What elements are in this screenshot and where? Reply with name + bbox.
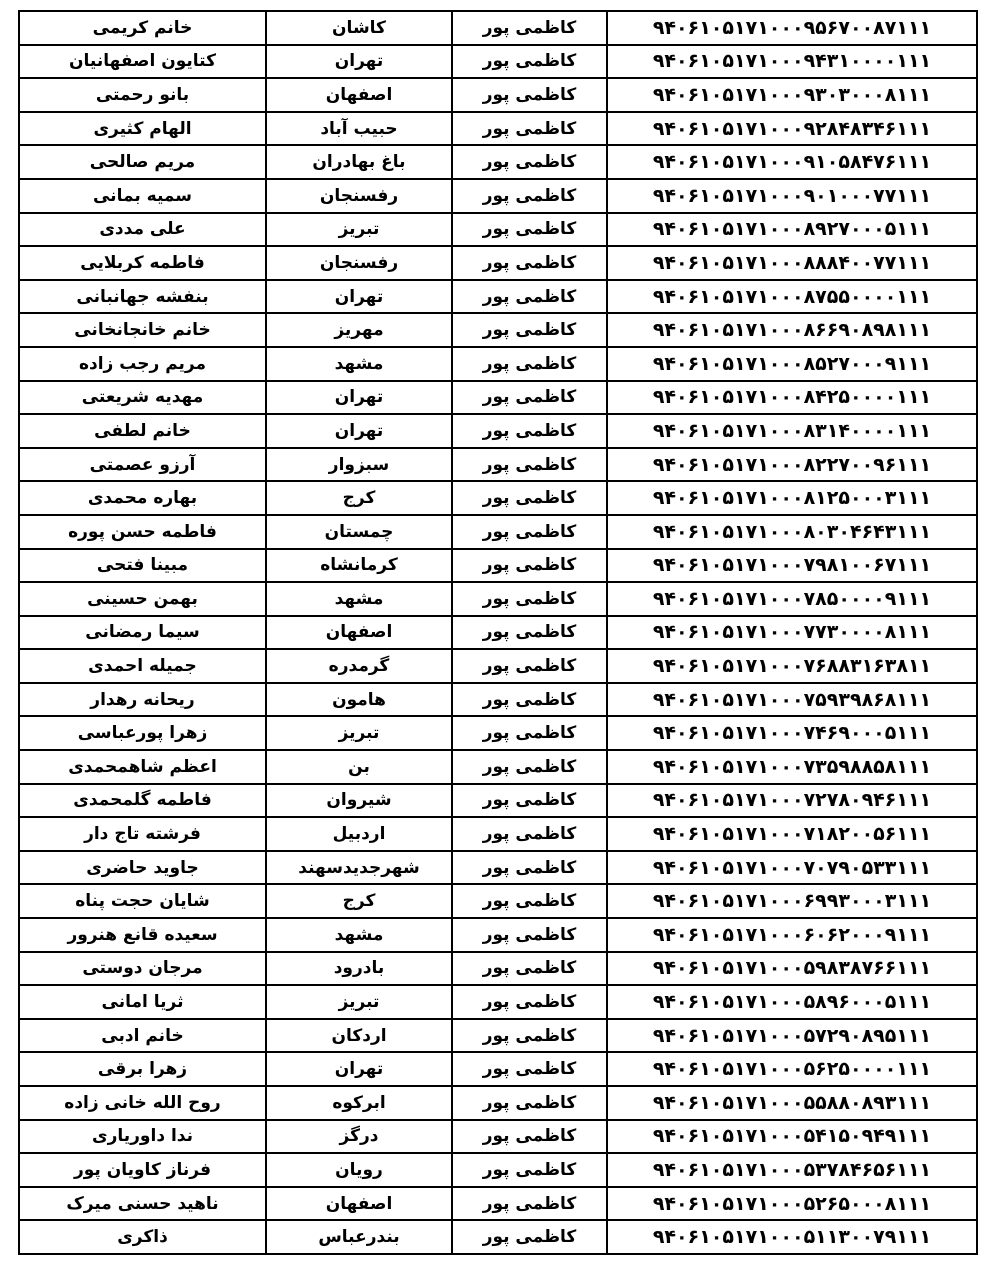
recipient-name-cell: ندا داوریاری: [19, 1120, 266, 1154]
tracking-code-cell: ۹۴۰۶۱۰۵۱۷۱۰۰۰۸۶۶۹۰۸۹۸۱۱۱: [607, 313, 977, 347]
city-cell: شیروان: [266, 784, 452, 818]
city-cell: چمستان: [266, 515, 452, 549]
recipient-name-cell: آرزو عصمتی: [19, 448, 266, 482]
sender-cell: کاظمی پور: [452, 1019, 607, 1053]
recipient-name-cell: خانم کریمی: [19, 11, 266, 45]
tracking-code-cell: ۹۴۰۶۱۰۵۱۷۱۰۰۰۷۱۸۲۰۰۵۶۱۱۱: [607, 817, 977, 851]
city-cell: اردکان: [266, 1019, 452, 1053]
city-cell: رفسنجان: [266, 246, 452, 280]
city-cell: کرمانشاه: [266, 549, 452, 583]
city-cell: تهران: [266, 45, 452, 79]
city-cell: حبیب آباد: [266, 112, 452, 146]
sender-cell: کاظمی پور: [452, 851, 607, 885]
tracking-code-cell: ۹۴۰۶۱۰۵۱۷۱۰۰۰۹۴۳۱۰۰۰۰۱۱۱: [607, 45, 977, 79]
city-cell: اصفهان: [266, 78, 452, 112]
city-cell: اصفهان: [266, 616, 452, 650]
table-row: [19, 582, 977, 616]
tracking-code-cell: ۹۴۰۶۱۰۵۱۷۱۰۰۰۸۱۲۵۰۰۰۳۱۱۱: [607, 481, 977, 515]
city-cell: کرج: [266, 884, 452, 918]
tracking-code-cell: ۹۴۰۶۱۰۵۱۷۱۰۰۰۷۰۷۹۰۵۳۳۱۱۱: [607, 851, 977, 885]
tracking-code-cell: ۹۴۰۶۱۰۵۱۷۱۰۰۰۹۱۰۵۸۴۷۶۱۱۱: [607, 145, 977, 179]
recipient-name-cell: فاطمه حسن پوره: [19, 515, 266, 549]
recipient-name-cell: سمیه بمانی: [19, 179, 266, 213]
tracking-code-cell: ۹۴۰۶۱۰۵۱۷۱۰۰۰۸۰۳۰۴۶۴۳۱۱۱: [607, 515, 977, 549]
city-cell: تهران: [266, 414, 452, 448]
city-cell: کاشان: [266, 11, 452, 45]
tracking-code-cell: ۹۴۰۶۱۰۵۱۷۱۰۰۰۹۵۶۷۰۰۸۷۱۱۱: [607, 11, 977, 45]
recipient-name-cell: فرشته تاج دار: [19, 817, 266, 851]
table-row: [19, 851, 977, 885]
sender-cell: کاظمی پور: [452, 683, 607, 717]
sender-cell: کاظمی پور: [452, 1086, 607, 1120]
shipment-table: [18, 10, 978, 1255]
city-cell: ابرکوه: [266, 1086, 452, 1120]
tracking-code-cell: ۹۴۰۶۱۰۵۱۷۱۰۰۰۷۷۳۰۰۰۰۸۱۱۱: [607, 616, 977, 650]
sender-cell: کاظمی پور: [452, 78, 607, 112]
sender-cell: کاظمی پور: [452, 1153, 607, 1187]
city-cell: بن: [266, 750, 452, 784]
sender-cell: کاظمی پور: [452, 179, 607, 213]
table-row: [19, 884, 977, 918]
recipient-name-cell: روح الله خانی زاده: [19, 1086, 266, 1120]
sender-cell: کاظمی پور: [452, 1120, 607, 1154]
sender-cell: کاظمی پور: [452, 481, 607, 515]
table-row: [19, 952, 977, 986]
sender-cell: کاظمی پور: [452, 313, 607, 347]
sender-cell: کاظمی پور: [452, 1052, 607, 1086]
sender-cell: کاظمی پور: [452, 347, 607, 381]
city-cell: بادرود: [266, 952, 452, 986]
sender-cell: کاظمی پور: [452, 918, 607, 952]
tracking-code-cell: ۹۴۰۶۱۰۵۱۷۱۰۰۰۷۳۵۹۸۸۵۸۱۱۱: [607, 750, 977, 784]
table-row: [19, 1120, 977, 1154]
recipient-name-cell: جمیله احمدی: [19, 649, 266, 683]
sender-cell: کاظمی پور: [452, 1220, 607, 1254]
recipient-name-cell: سعیده قانع هنرور: [19, 918, 266, 952]
tracking-code-cell: ۹۴۰۶۱۰۵۱۷۱۰۰۰۵۴۱۵۰۹۴۹۱۱۱: [607, 1120, 977, 1154]
sender-cell: کاظمی پور: [452, 381, 607, 415]
sender-cell: کاظمی پور: [452, 280, 607, 314]
city-cell: تبریز: [266, 985, 452, 1019]
recipient-name-cell: شایان حجت پناه: [19, 884, 266, 918]
table-row: [19, 784, 977, 818]
city-cell: باغ بهادران: [266, 145, 452, 179]
recipient-name-cell: ناهید حسنی میرک: [19, 1187, 266, 1221]
tracking-code-cell: ۹۴۰۶۱۰۵۱۷۱۰۰۰۹۲۸۴۸۳۴۶۱۱۱: [607, 112, 977, 146]
recipient-name-cell: ریحانه رهدار: [19, 683, 266, 717]
tracking-code-cell: ۹۴۰۶۱۰۵۱۷۱۰۰۰۸۳۱۴۰۰۰۰۱۱۱: [607, 414, 977, 448]
table-row: [19, 616, 977, 650]
tracking-code-cell: ۹۴۰۶۱۰۵۱۷۱۰۰۰۸۷۵۵۰۰۰۰۱۱۱: [607, 280, 977, 314]
table-row: [19, 246, 977, 280]
sender-cell: کاظمی پور: [452, 649, 607, 683]
city-cell: تهران: [266, 280, 452, 314]
table-row: [19, 145, 977, 179]
sender-cell: کاظمی پور: [452, 1187, 607, 1221]
table-row: [19, 213, 977, 247]
sender-cell: کاظمی پور: [452, 750, 607, 784]
tracking-code-cell: ۹۴۰۶۱۰۵۱۷۱۰۰۰۸۹۲۷۰۰۰۵۱۱۱: [607, 213, 977, 247]
city-cell: تهران: [266, 381, 452, 415]
recipient-name-cell: بنفشه جهانبانی: [19, 280, 266, 314]
city-cell: مشهد: [266, 347, 452, 381]
recipient-name-cell: مبینا فتحی: [19, 549, 266, 583]
sender-cell: کاظمی پور: [452, 884, 607, 918]
sender-cell: کاظمی پور: [452, 246, 607, 280]
city-cell: مشهد: [266, 918, 452, 952]
recipient-name-cell: بهمن حسینی: [19, 582, 266, 616]
table-row: [19, 1019, 977, 1053]
recipient-name-cell: علی مددی: [19, 213, 266, 247]
city-cell: بندرعباس: [266, 1220, 452, 1254]
tracking-code-cell: ۹۴۰۶۱۰۵۱۷۱۰۰۰۷۵۹۳۹۸۶۸۱۱۱: [607, 683, 977, 717]
sender-cell: کاظمی پور: [452, 414, 607, 448]
table-body: [19, 11, 977, 1254]
sender-cell: کاظمی پور: [452, 112, 607, 146]
recipient-name-cell: خانم لطفی: [19, 414, 266, 448]
recipient-name-cell: بانو رحمتی: [19, 78, 266, 112]
city-cell: تهران: [266, 1052, 452, 1086]
recipient-name-cell: بهاره محمدی: [19, 481, 266, 515]
sender-cell: کاظمی پور: [452, 448, 607, 482]
tracking-code-cell: ۹۴۰۶۱۰۵۱۷۱۰۰۰۶۰۶۲۰۰۰۹۱۱۱: [607, 918, 977, 952]
table-row: [19, 1086, 977, 1120]
city-cell: هامون: [266, 683, 452, 717]
sender-cell: کاظمی پور: [452, 582, 607, 616]
tracking-code-cell: ۹۴۰۶۱۰۵۱۷۱۰۰۰۸۴۲۵۰۰۰۰۱۱۱: [607, 381, 977, 415]
recipient-name-cell: خانم خانجانخانی: [19, 313, 266, 347]
table-row: [19, 381, 977, 415]
tracking-code-cell: ۹۴۰۶۱۰۵۱۷۱۰۰۰۷۴۶۹۰۰۰۵۱۱۱: [607, 716, 977, 750]
sender-cell: کاظمی پور: [452, 616, 607, 650]
table-row: [19, 313, 977, 347]
recipient-name-cell: فاطمه کربلایی: [19, 246, 266, 280]
table-row: [19, 649, 977, 683]
table-row: [19, 347, 977, 381]
recipient-name-cell: زهرا برقی: [19, 1052, 266, 1086]
sender-cell: کاظمی پور: [452, 549, 607, 583]
recipient-name-cell: ذاکری: [19, 1220, 266, 1254]
recipient-name-cell: مرجان دوستی: [19, 952, 266, 986]
tracking-code-cell: ۹۴۰۶۱۰۵۱۷۱۰۰۰۵۹۸۳۸۷۶۶۱۱۱: [607, 952, 977, 986]
table-row: [19, 918, 977, 952]
table-row: [19, 179, 977, 213]
table-row: [19, 683, 977, 717]
tracking-code-cell: ۹۴۰۶۱۰۵۱۷۱۰۰۰۵۸۹۶۰۰۰۵۱۱۱: [607, 985, 977, 1019]
tracking-code-cell: ۹۴۰۶۱۰۵۱۷۱۰۰۰۵۶۲۵۰۰۰۰۱۱۱: [607, 1052, 977, 1086]
table-row: [19, 280, 977, 314]
recipient-name-cell: اعظم شاهمحمدی: [19, 750, 266, 784]
tracking-code-cell: ۹۴۰۶۱۰۵۱۷۱۰۰۰۸۸۸۴۰۰۷۷۱۱۱: [607, 246, 977, 280]
table-row: [19, 716, 977, 750]
table-row: [19, 112, 977, 146]
recipient-name-cell: الهام کثیری: [19, 112, 266, 146]
recipient-name-cell: سیما رمضانی: [19, 616, 266, 650]
tracking-code-cell: ۹۴۰۶۱۰۵۱۷۱۰۰۰۵۲۶۵۰۰۰۸۱۱۱: [607, 1187, 977, 1221]
city-cell: اردبیل: [266, 817, 452, 851]
table-row: [19, 1220, 977, 1254]
sender-cell: کاظمی پور: [452, 784, 607, 818]
tracking-code-cell: ۹۴۰۶۱۰۵۱۷۱۰۰۰۸۲۲۷۰۰۹۶۱۱۱: [607, 448, 977, 482]
sender-cell: کاظمی پور: [452, 716, 607, 750]
table-row: [19, 11, 977, 45]
recipient-name-cell: مهدیه شریعتی: [19, 381, 266, 415]
sender-cell: کاظمی پور: [452, 985, 607, 1019]
sender-cell: کاظمی پور: [452, 145, 607, 179]
city-cell: سبزوار: [266, 448, 452, 482]
tracking-code-cell: ۹۴۰۶۱۰۵۱۷۱۰۰۰۷۲۷۸۰۹۴۶۱۱۱: [607, 784, 977, 818]
recipient-name-cell: زهرا پورعباسی: [19, 716, 266, 750]
recipient-name-cell: مریم رجب زاده: [19, 347, 266, 381]
table-row: [19, 1052, 977, 1086]
table-row: [19, 45, 977, 79]
sender-cell: کاظمی پور: [452, 817, 607, 851]
table-row: [19, 1153, 977, 1187]
tracking-code-cell: ۹۴۰۶۱۰۵۱۷۱۰۰۰۷۸۵۰۰۰۰۹۱۱۱: [607, 582, 977, 616]
tracking-code-cell: ۹۴۰۶۱۰۵۱۷۱۰۰۰۵۱۱۳۰۰۷۹۱۱۱: [607, 1220, 977, 1254]
city-cell: تبریز: [266, 716, 452, 750]
table-row: [19, 414, 977, 448]
city-cell: درگز: [266, 1120, 452, 1154]
table-row: [19, 1187, 977, 1221]
tracking-code-cell: ۹۴۰۶۱۰۵۱۷۱۰۰۰۷۹۸۱۰۰۶۷۱۱۱: [607, 549, 977, 583]
tracking-code-cell: ۹۴۰۶۱۰۵۱۷۱۰۰۰۵۵۸۸۰۸۹۳۱۱۱: [607, 1086, 977, 1120]
sender-cell: کاظمی پور: [452, 515, 607, 549]
table-row: [19, 549, 977, 583]
city-cell: رویان: [266, 1153, 452, 1187]
recipient-name-cell: مریم صالحی: [19, 145, 266, 179]
city-cell: شهرجدیدسهند: [266, 851, 452, 885]
table-row: [19, 481, 977, 515]
sender-cell: کاظمی پور: [452, 213, 607, 247]
table-row: [19, 515, 977, 549]
recipient-name-cell: جاوید حاضری: [19, 851, 266, 885]
tracking-code-cell: ۹۴۰۶۱۰۵۱۷۱۰۰۰۹۰۱۰۰۰۷۷۱۱۱: [607, 179, 977, 213]
sender-cell: کاظمی پور: [452, 45, 607, 79]
recipient-name-cell: فرناز کاویان پور: [19, 1153, 266, 1187]
tracking-code-cell: ۹۴۰۶۱۰۵۱۷۱۰۰۰۵۳۷۸۴۶۵۶۱۱۱: [607, 1153, 977, 1187]
sender-cell: کاظمی پور: [452, 952, 607, 986]
tracking-code-cell: ۹۴۰۶۱۰۵۱۷۱۰۰۰۶۹۹۳۰۰۰۳۱۱۱: [607, 884, 977, 918]
city-cell: مهریز: [266, 313, 452, 347]
city-cell: مشهد: [266, 582, 452, 616]
recipient-name-cell: کتایون اصفهانیان: [19, 45, 266, 79]
city-cell: کرج: [266, 481, 452, 515]
tracking-code-cell: ۹۴۰۶۱۰۵۱۷۱۰۰۰۹۳۰۳۰۰۰۸۱۱۱: [607, 78, 977, 112]
city-cell: رفسنجان: [266, 179, 452, 213]
table-row: [19, 78, 977, 112]
city-cell: گرمدره: [266, 649, 452, 683]
table-row: [19, 985, 977, 1019]
city-cell: اصفهان: [266, 1187, 452, 1221]
tracking-code-cell: ۹۴۰۶۱۰۵۱۷۱۰۰۰۸۵۲۷۰۰۰۹۱۱۱: [607, 347, 977, 381]
table-row: [19, 750, 977, 784]
sender-cell: کاظمی پور: [452, 11, 607, 45]
recipient-name-cell: خانم ادبی: [19, 1019, 266, 1053]
tracking-code-cell: ۹۴۰۶۱۰۵۱۷۱۰۰۰۷۶۸۸۳۱۶۳۸۱۱: [607, 649, 977, 683]
city-cell: تبریز: [266, 213, 452, 247]
table-row: [19, 448, 977, 482]
tracking-code-cell: ۹۴۰۶۱۰۵۱۷۱۰۰۰۵۷۲۹۰۸۹۵۱۱۱: [607, 1019, 977, 1053]
recipient-name-cell: فاطمه گلمحمدی: [19, 784, 266, 818]
recipient-name-cell: ثریا امانی: [19, 985, 266, 1019]
table-row: [19, 817, 977, 851]
